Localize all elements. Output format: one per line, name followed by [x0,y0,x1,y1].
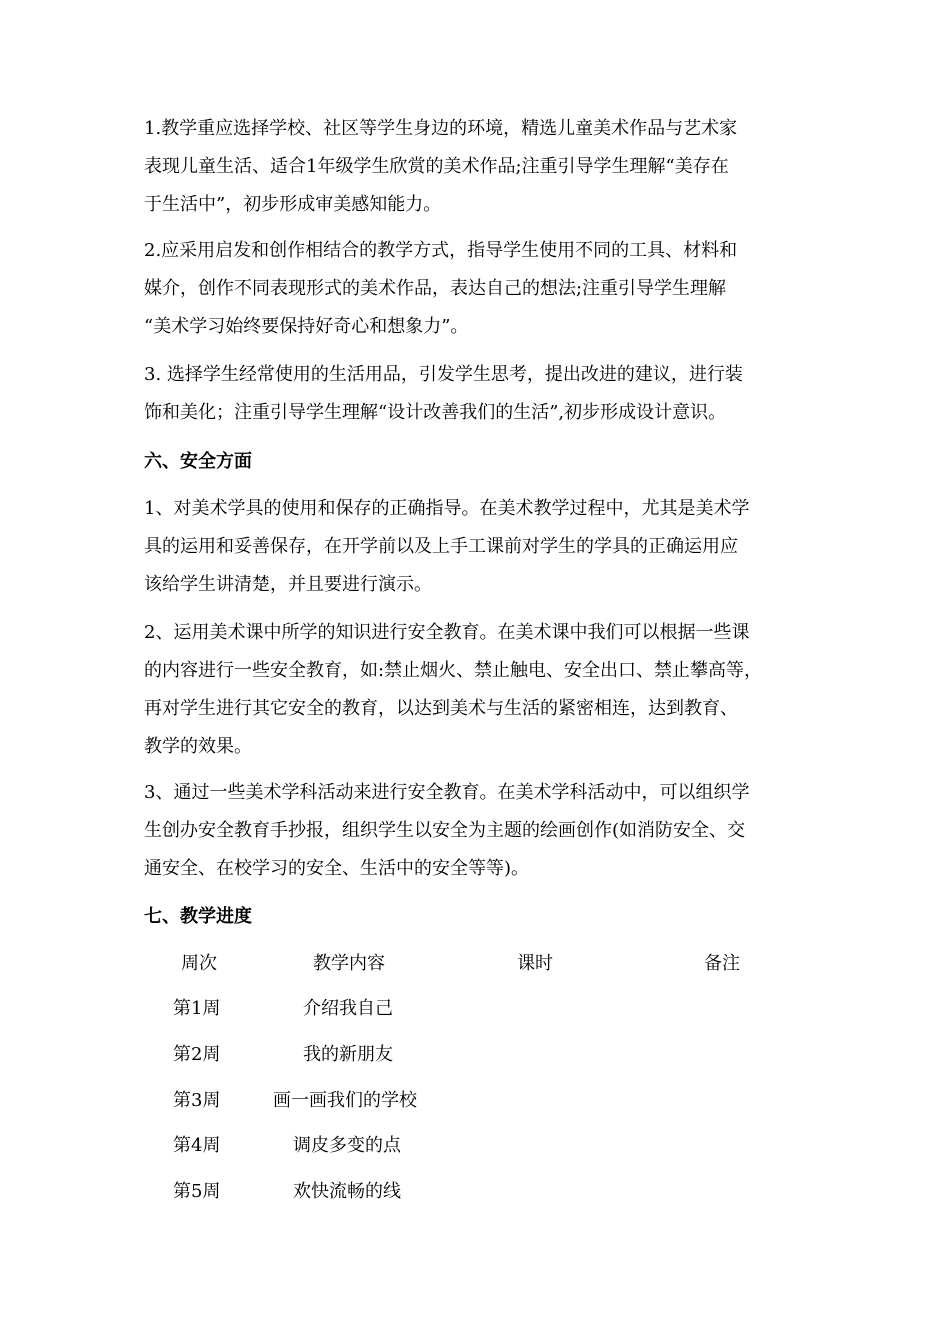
section-heading-safety: 六、安全方面 [144,451,252,472]
week-cell: 第1周 [173,998,221,1019]
text-line: 3、通过一些美术学科活动来进行安全教育。在美术学科活动中，可以组织学 [144,782,750,803]
suggestion-paragraph-3 [144,356,814,432]
text-line: 具的运用和妥善保存，在开学前以及上手工课前对学生的学具的正确运用应 [144,536,738,557]
text-line: 通安全、在校学习的安全、生活中的安全等等)。 [144,858,530,879]
content-cell: 画一画我们的学校 [273,1090,417,1111]
text-line: 再对学生进行其它安全的教育，以达到美术与生活的紧密相连，达到教育、 [144,698,738,719]
safety-paragraph-2 [144,614,814,766]
text-line: 该给学生讲清楚，并且要进行演示。 [144,574,432,595]
text-line: 的内容进行一些安全教育，如:禁止烟火、禁止触电、安全出口、禁止攀高等， [144,660,763,681]
text-line: 生创办安全教育手抄报，组织学生以安全为主题的绘画创作(如消防安全、交 [144,820,746,841]
week-cell: 第5周 [173,1181,221,1202]
safety-paragraph-1 [144,490,814,604]
text-line: “美术学习始终要保持好奇心和想象力”。 [144,316,469,337]
header-week: 周次 [181,953,217,974]
week-cell: 第4周 [173,1135,221,1156]
text-line: 教学的效果。 [144,736,252,757]
week-cell: 第2周 [173,1044,221,1065]
week-cell: 第3周 [173,1090,221,1111]
safety-paragraph-3 [144,774,814,888]
text-line: 于生活中”，初步形成审美感知能力。 [144,194,442,215]
suggestion-paragraph-2 [144,232,814,346]
text-line: 媒介，创作不同表现形式的美术作品，表达自己的想法;注重引导学生理解 [144,278,727,299]
suggestion-paragraph-1 [144,110,814,224]
header-notes: 备注 [704,953,740,974]
section-heading-schedule: 七、教学进度 [144,906,252,927]
text-line: 3. 选择学生经常使用的生活用品，引发学生思考，提出改进的建议，进行装 [144,364,743,385]
text-line: 1.教学重应选择学校、社区等学生身边的环境，精选儿童美术作品与艺术家 [144,118,738,139]
content-cell: 欢快流畅的线 [293,1181,401,1202]
text-line: 表现儿童生活、适合1年级学生欣赏的美术作品;注重引导学生理解“美存在 [144,156,729,177]
text-line: 2.应采用启发和创作相结合的教学方式，指导学生使用不同的工具、材料和 [144,240,738,261]
content-cell: 我的新朋友 [303,1044,393,1065]
text-line: 1、对美术学具的使用和保存的正确指导。在美术教学过程中，尤其是美术学 [144,498,750,519]
text-line: 饰和美化；注重引导学生理解“设计改善我们的生活”,初步形成设计意识。 [144,402,727,423]
content-cell: 调皮多变的点 [293,1135,401,1156]
content-cell: 介绍我自己 [303,998,393,1019]
header-content: 教学内容 [313,953,385,974]
text-line: 2、运用美术课中所学的知识进行安全教育。在美术课中我们可以根据一些课 [144,622,750,643]
header-hours: 课时 [517,953,553,974]
